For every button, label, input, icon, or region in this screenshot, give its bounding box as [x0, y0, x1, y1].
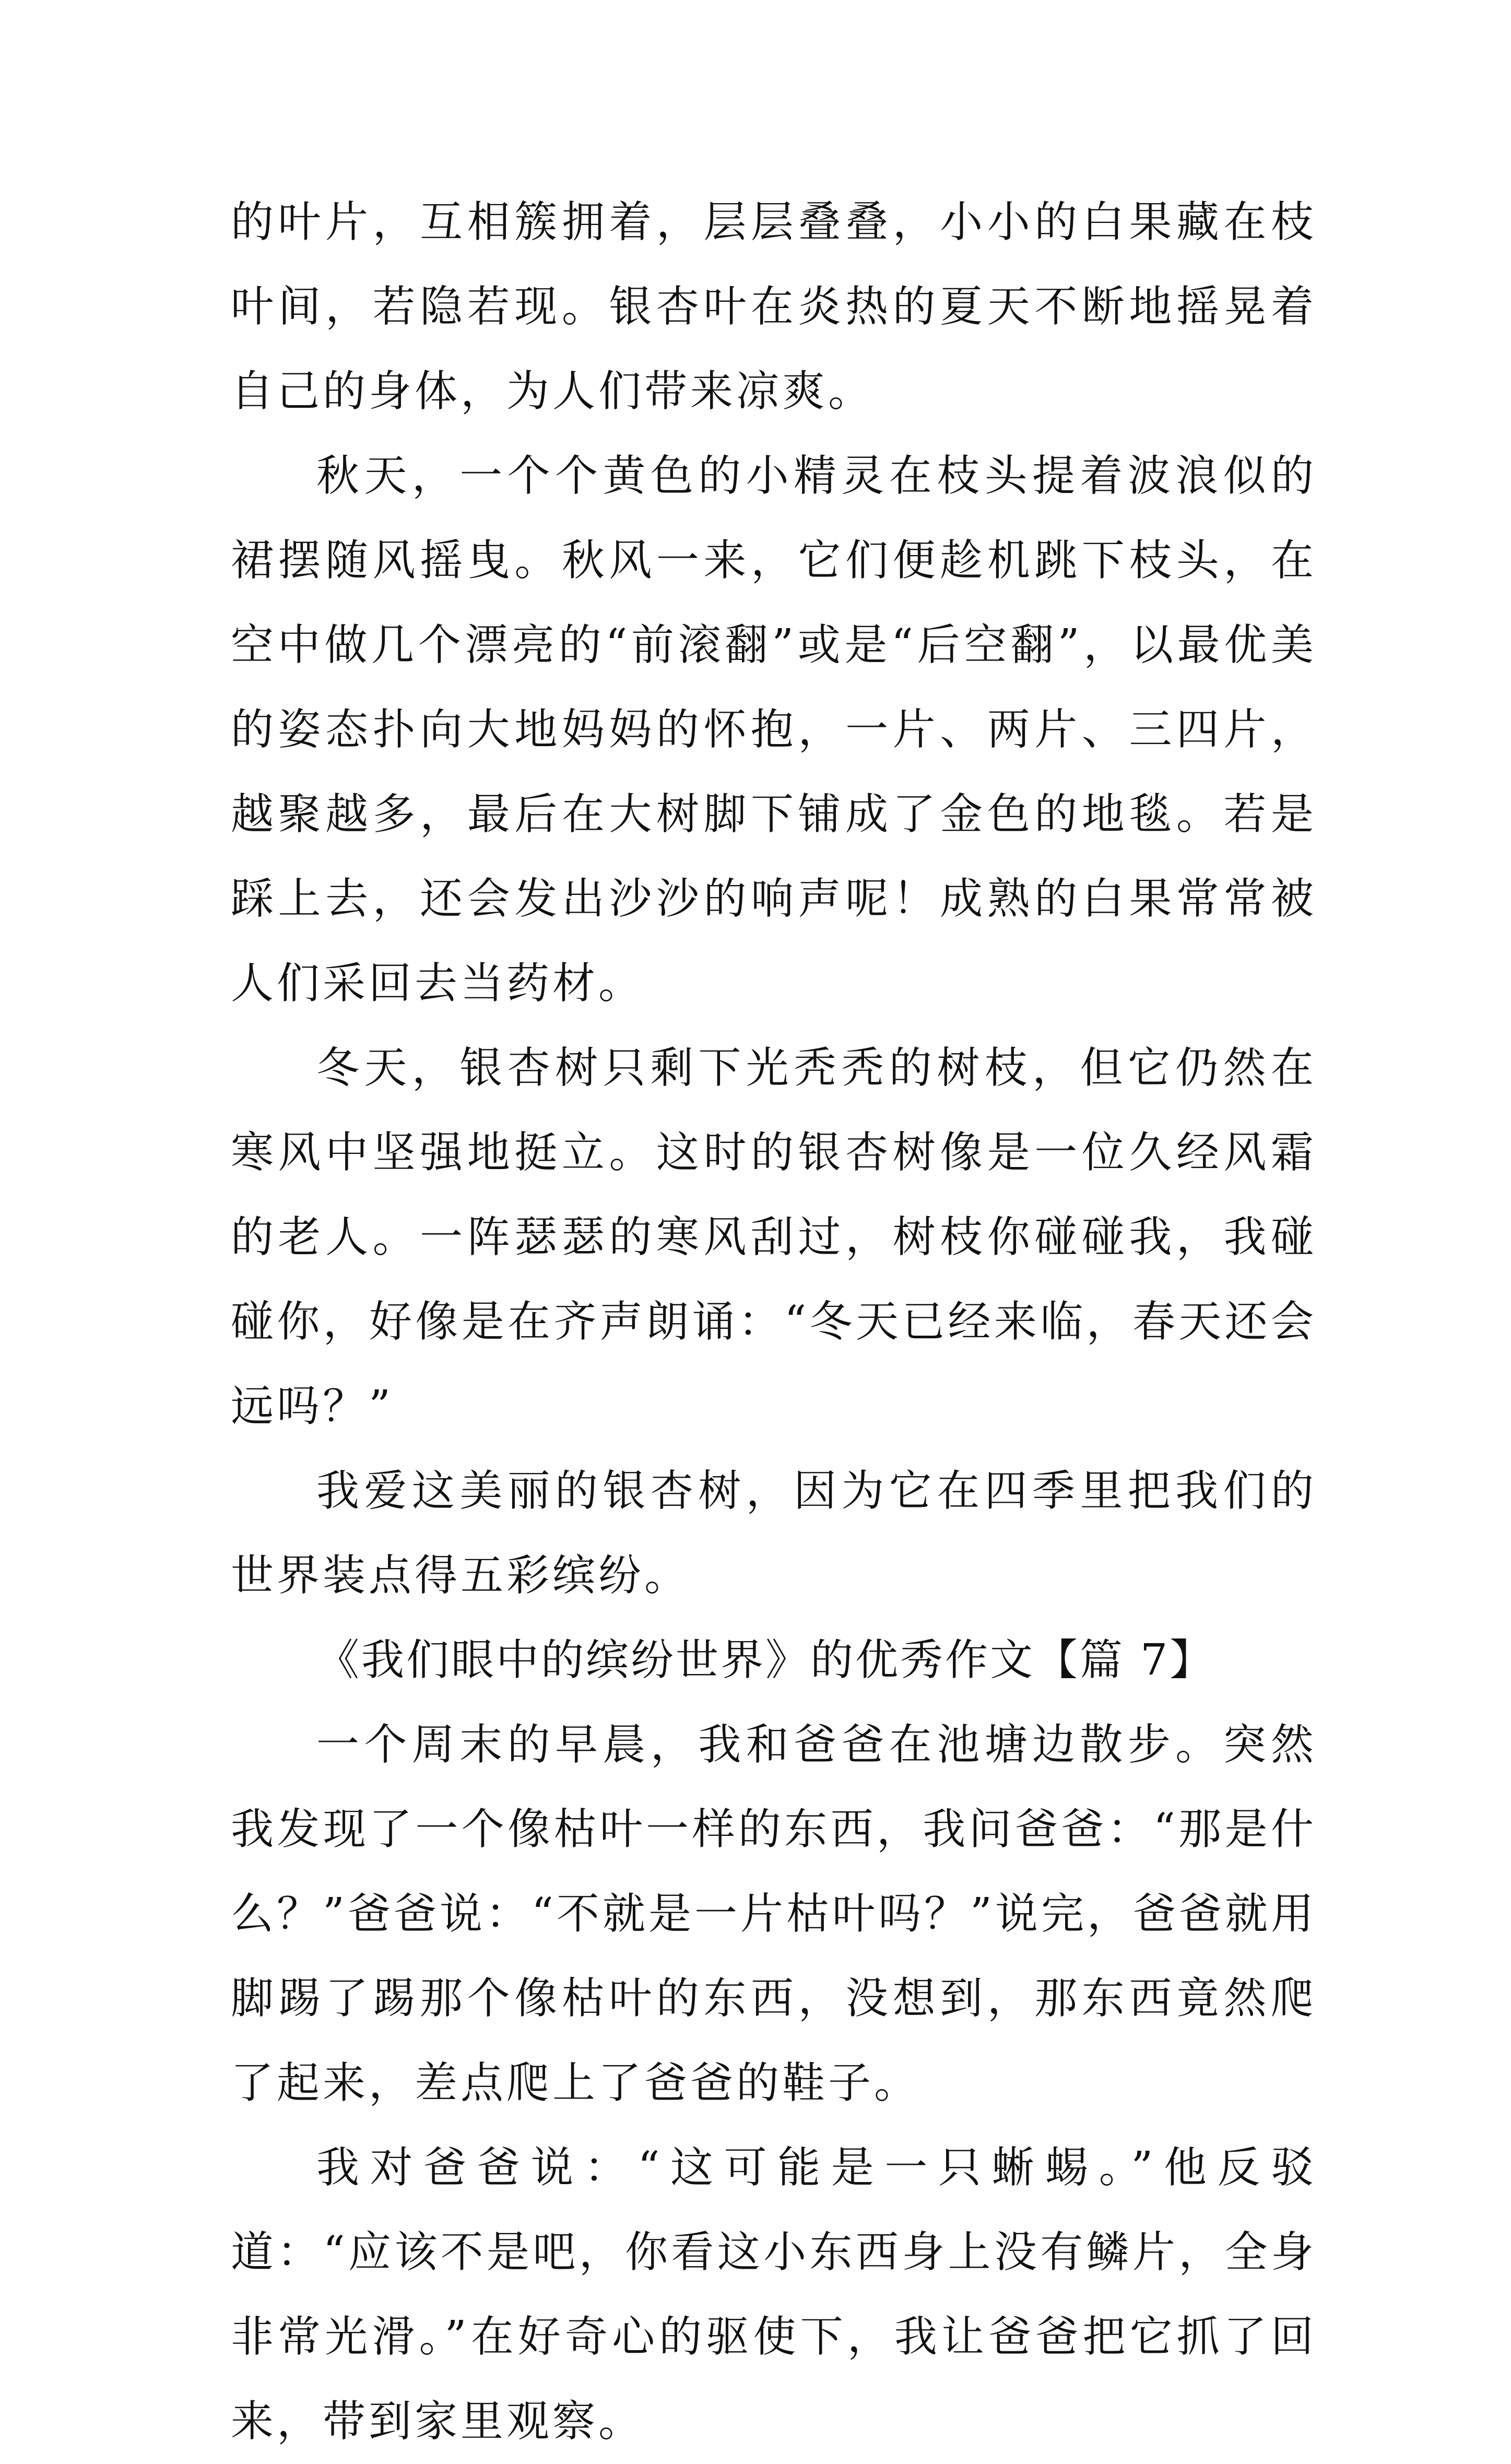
- section-heading: 《我们眼中的缤纷世界》的优秀作文【篇 7】: [316, 1635, 1215, 1685]
- paragraph-winter: 冬天，银杏树只剩下光秃秃的树枝，但它仍然在寒风中坚强地挺立。这时的银杏树像是一位久经风霜的老人。一阵瑟瑟的寒风刮过，树枝你碰碰我，我碰碰你，好像是在齐声朗诵：“冬天已经来临，春天还会远吗？”: [231, 1043, 1317, 1431]
- paragraph-conclusion: 我爱这美丽的银杏树，因为它在四季里把我们的世界装点得五彩缤纷。: [231, 1466, 1317, 1600]
- paragraph-summer-continued: 的叶片，互相簇拥着，层层叠叠，小小的白果藏在枝叶间，若隐若现。银杏叶在炎热的夏天不断地摇晃着自己的身体，为人们带来凉爽。: [231, 197, 1317, 416]
- document-body: [231, 180, 1317, 2464]
- paragraph-autumn: 秋天，一个个黄色的小精灵在枝头提着波浪似的裙摆随风摇曳。秋风一来，它们便趁机跳下枝头，在空中做几个漂亮的“前滚翻”或是“后空翻”，以最优美的姿态扑向大地妈妈的怀抱，一片、两片、三四片，越聚越多，最后在大树脚下铺成了金色的地毯。若是踩上去，还会发出沙沙的响声呢！成熟的白果常常被人们采回去当药材。: [231, 451, 1317, 1008]
- paragraph-lizard: 我对爸爸说：“这可能是一只蜥蜴。”他反驳道：“应该不是吧，你看这小东西身上没有鳞片，全身非常光滑。”在好奇心的驱使下，我让爸爸把它抓了回来，带到家里观察。: [231, 2143, 1317, 2446]
- paragraph-weekend-morning: 一个周末的早晨，我和爸爸在池塘边散步。突然我发现了一个像枯叶一样的东西，我问爸爸：“那是什么？”爸爸说：“不就是一片枯叶吗？”说完，爸爸就用脚踢了踢那个像枯叶的东西，没想到，那东西竟然爬了起来，差点爬上了爸爸的鞋子。: [231, 1720, 1317, 2108]
